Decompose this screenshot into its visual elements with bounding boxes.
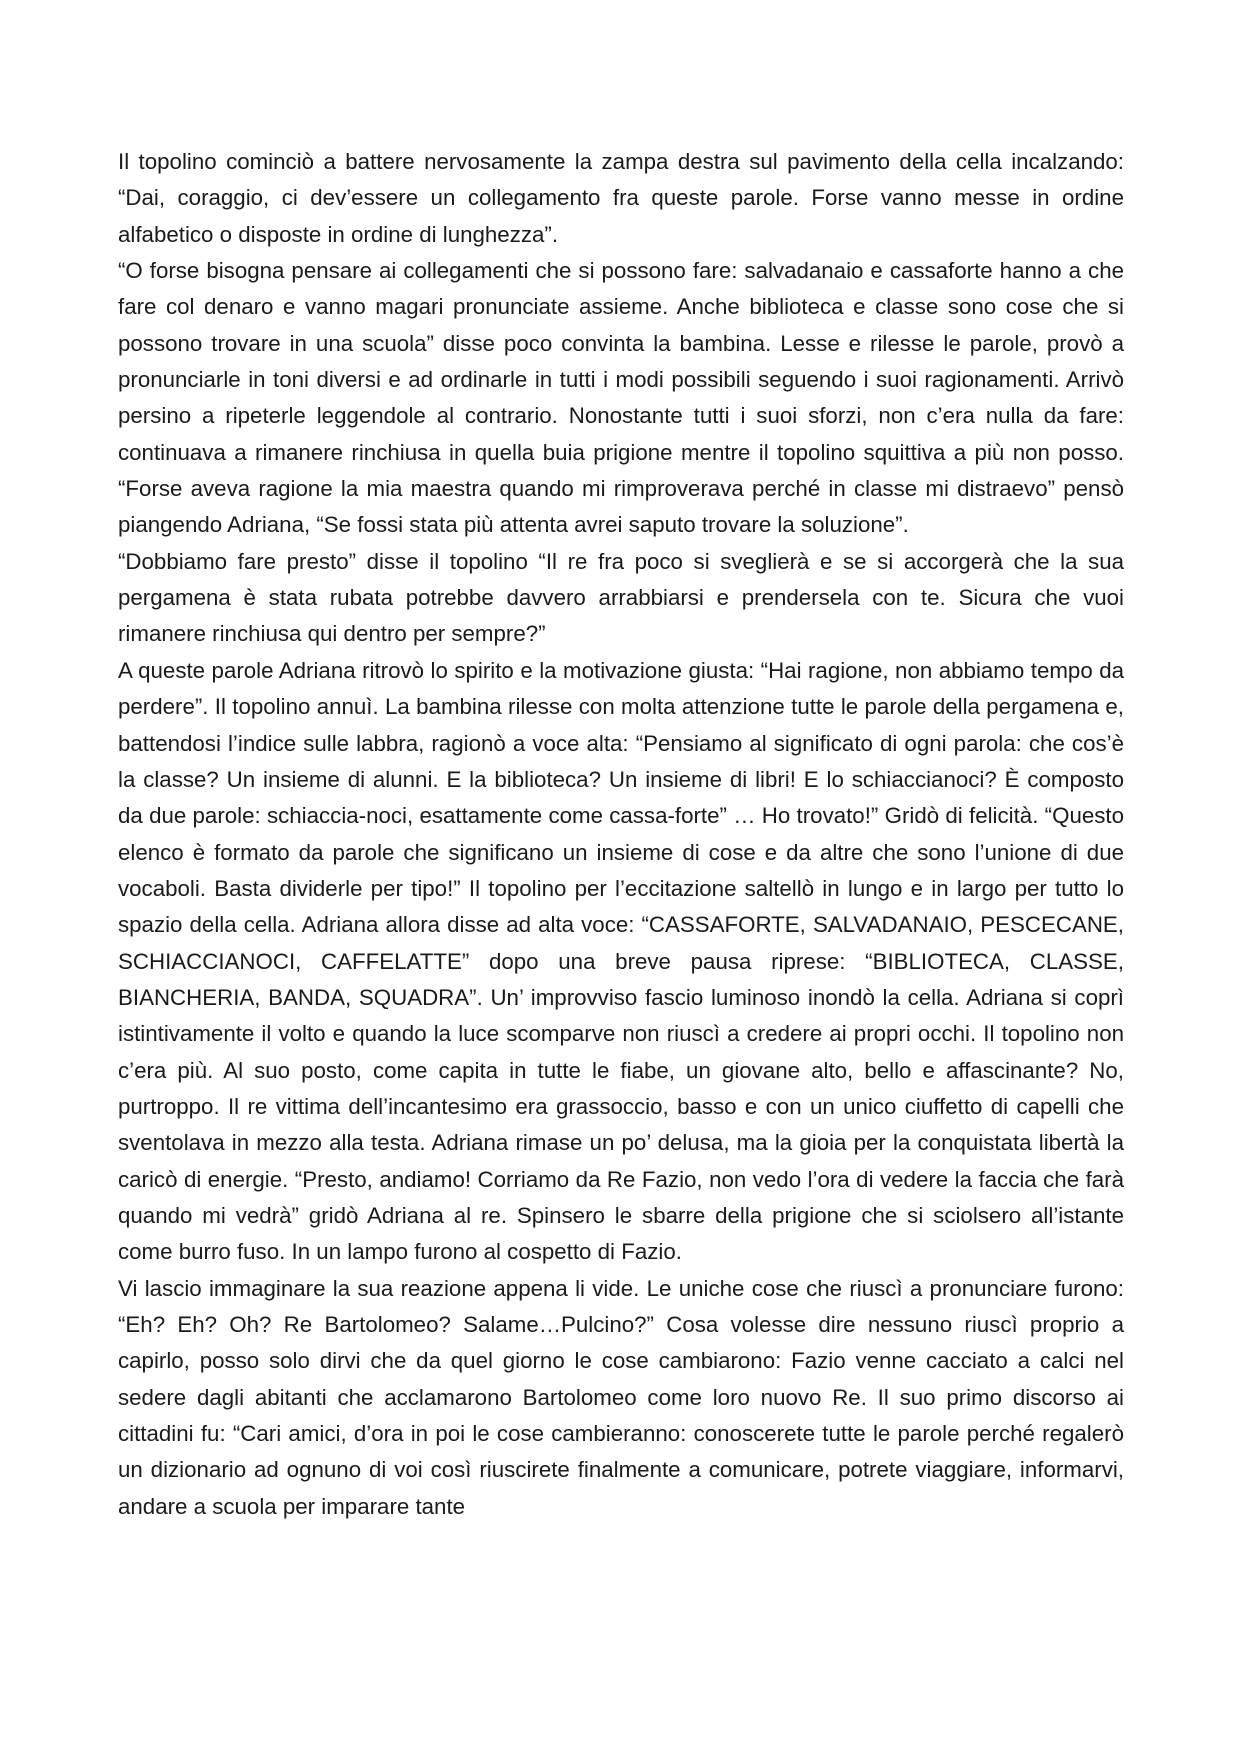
paragraph-4: A queste parole Adriana ritrovò lo spirito e la motivazione giusta: “Hai ragione, non abbiamo tempo da perdere”. Il topolino annuì. La bambina rilesse con molta attenzione tutte le parole della pergamena e, battendosi l’indice sulle labbra, ragionò a voce alta: “Pensiamo al significato di ogni parola: che cos’è la classe? Un insieme di alunni. E la biblioteca? Un insieme di libri! E lo schiaccianoci? È composto da due parole: schiaccia-noci, esattamente come cassa-forte” … Ho trovato!” Gridò di felicità. “Questo elenco è formato da parole che significano un insieme di cose e da altre che sono l’unione di due vocaboli. Basta dividerle per tipo!” Il topolino per l’eccitazione saltellò in lungo e in largo per tutto lo spazio della cella. Adriana allora disse ad alta voce: “CASSAFORTE, SALVADANAIO, PESCECANE, SCHIACCIANOCI, CAFFELATTE” dopo una breve pausa riprese: “BIBLIOTECA, CLASSE, BIANCHERIA, BANDA, SQUADRA”. Un’ improvviso fascio luminoso inondò la cella. Adriana si coprì istintivamente il volto e quando la luce scomparve non riuscì a credere ai propri occhi. Il topolino non c’era più. Al suo posto, come capita in tutte le fiabe, un giovane alto, bello e affascinante? No, purtroppo. Il re vittima dell’incantesimo era grassoccio, basso e con un unico ciuffetto di capelli che sventolava in mezzo alla testa. Adriana rimase un po’ delusa, ma la gioia per la conquistata libertà la caricò di energie. “Presto, andiamo! Corriamo da Re Fazio, non vedo l’ora di vedere la faccia che farà quando mi vedrà” gridò Adriana al re. Spinsero le sbarre della prigione che si sciolsero all’istante come burro fuso. In un lampo furono al cospetto di Fazio. [118, 657, 1124, 1265]
paragraph-1: Il topolino cominciò a battere nervosamente la zampa destra sul pavimento della cella incalzando: “Dai, coraggio, ci dev’essere un collegamento fra queste parole. Forse vanno messe in ordine alfabetico o disposte in ordine di lunghezza”. [118, 149, 1124, 247]
paragraph-2: “O forse bisogna pensare ai collegamenti che si possono fare: salvadanaio e cassaforte hanno a che fare col denaro e vanno magari pronunciate assieme. Anche biblioteca e classe sono cose che si possono trovare in una scuola” disse poco convinta la bambina. Lesse e rilesse le parole, provò a pronunciarle in toni diversi e ad ordinarle in tutti i modi possibili seguendo i suoi ragionamenti. Arrivò persino a ripeterle leggendole al contrario. Nonostante tutti i suoi sforzi, non c’era nulla da fare: continuava a rimanere rinchiusa in quella buia prigione mentre il topolino squittiva a più non posso. “Forse aveva ragione la mia maestra quando mi rimproverava perché in classe mi distraevo” pensò piangendo Adriana, “Se fossi stata più attenta avrei saputo trovare la soluzione”. [118, 258, 1124, 538]
document-body [118, 144, 1124, 1525]
paragraph-3: “Dobbiamo fare presto” disse il topolino “Il re fra poco si sveglierà e se si accorgerà che la sua pergamena è stata rubata potrebbe davvero arrabbiarsi e prendersela con te. Sicura che vuoi rimanere rinchiusa qui dentro per sempre?” [118, 548, 1124, 647]
paragraph-5: Vi lascio immaginare la sua reazione appena li vide. Le uniche cose che riuscì a pronunciare furono: “Eh? Eh? Oh? Re Bartolomeo? Salame…Pulcino?” Cosa volesse dire nessuno riuscì proprio a capirlo, posso solo dirvi che da quel giorno le cose cambiarono: Fazio venne cacciato a calci nel sedere dagli abitanti che acclamarono Bartolomeo come loro nuovo Re. Il suo primo discorso ai cittadini fu: “Cari amici, d’ora in poi le cose cambieranno: conoscerete tutte le parole perché regalerò un dizionario ad ognuno di voi così riuscirete finalmente a comunicare, potrete viaggiare, informarvi, andare a scuola per imparare tante [118, 1275, 1124, 1519]
